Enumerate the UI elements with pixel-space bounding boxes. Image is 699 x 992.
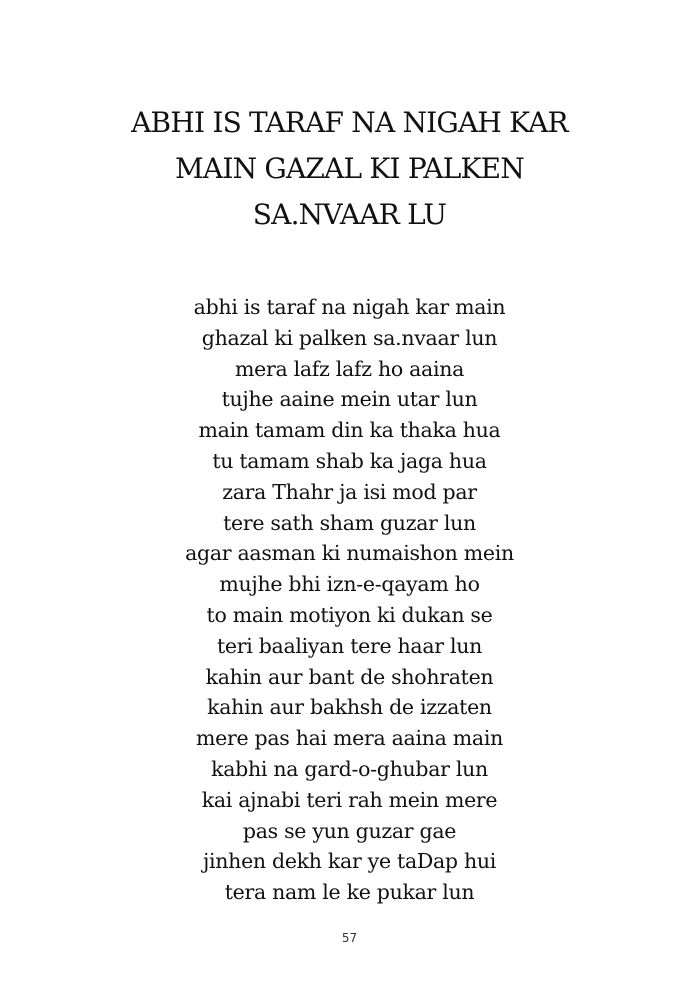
- poem-body: [0, 292, 699, 908]
- poem-line: tu tamam shab ka jaga hua: [212, 448, 487, 473]
- poem-line: pas se yun guzar gae: [242, 818, 457, 843]
- poem-line: to main motiyon ki dukan se: [206, 602, 493, 627]
- poem-line: ghazal ki palken sa.nvaar lun: [201, 325, 498, 350]
- title-line: MAIN GAZAL KI PALKEN: [175, 152, 524, 185]
- poem-line: tera nam le ke pukar lun: [224, 880, 475, 905]
- poem-line: agar aasman ki numaishon mein: [185, 541, 514, 566]
- poem-line: tere sath sham guzar lun: [223, 510, 476, 535]
- poem-line: kahin aur bakhsh de izzaten: [207, 695, 492, 720]
- page-number: 57: [341, 931, 358, 945]
- poem-line: abhi is taraf na nigah kar main: [193, 295, 506, 319]
- title-line: ABHI IS TARAF NA NIGAH KAR: [131, 106, 568, 139]
- poem-line: mera lafz lafz ho aaina: [234, 356, 465, 381]
- poem-line: zara Thahr ja isi mod par: [222, 479, 477, 504]
- poem-title: [0, 100, 699, 238]
- poem-line: kahin aur bant de shohraten: [205, 664, 494, 689]
- poem-line: kai ajnabi teri rah mein mere: [201, 787, 498, 812]
- poem-line: main tamam din ka thaka hua: [198, 418, 501, 443]
- poem-line: teri baaliyan tere haar lun: [216, 633, 483, 658]
- poem-line: jinhen dekh kar ye taDap hui: [202, 849, 497, 874]
- poem-line: tujhe aaine mein utar lun: [221, 387, 478, 412]
- poem-line: mujhe bhi izn-e-qayam ho: [219, 572, 480, 597]
- poem-line: mere pas hai mera aaina main: [196, 726, 503, 751]
- poem-line: kabhi na gard-o-ghubar lun: [211, 756, 488, 781]
- title-line: SA.NVAAR LU: [252, 198, 447, 231]
